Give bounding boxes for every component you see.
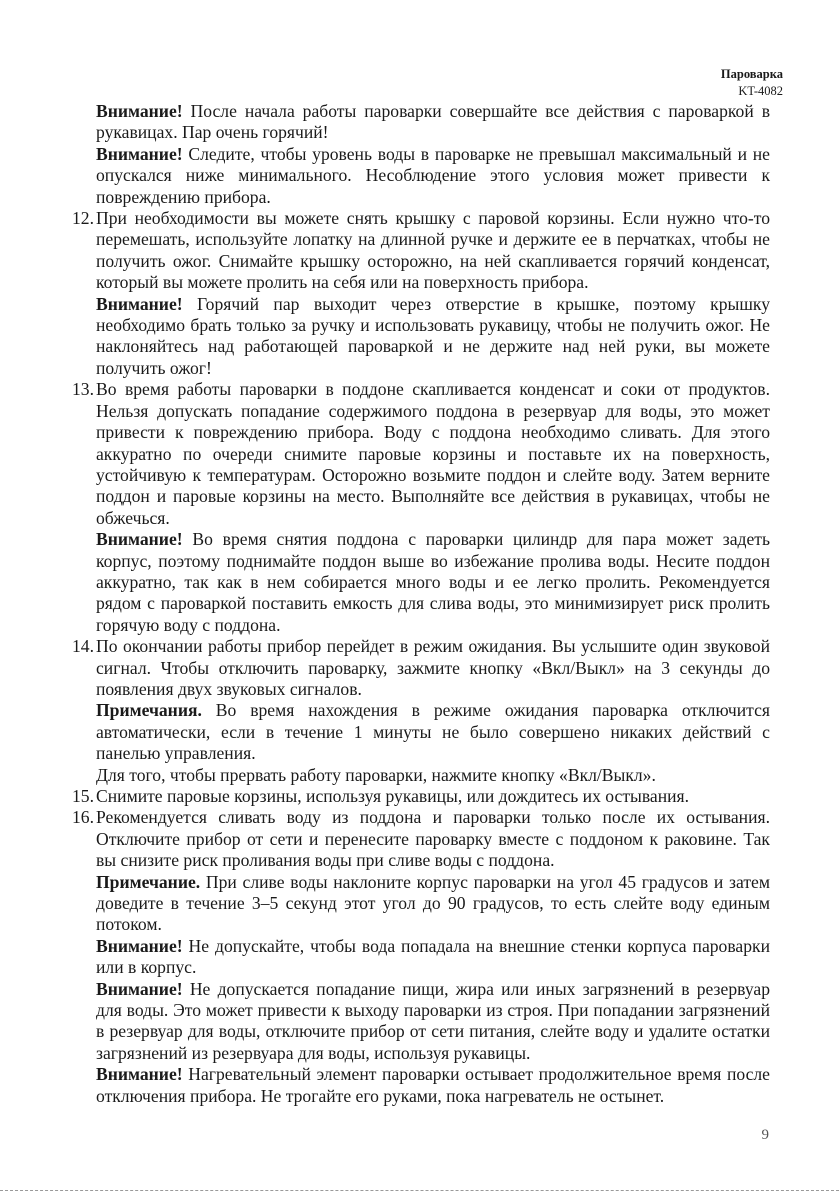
list-item [74,786,770,807]
warning-label: Внимание! [96,143,183,164]
note-paragraph [74,872,770,936]
page-number: 9 [761,1127,769,1143]
warning-label: Внимание! [96,1064,183,1085]
header-title: Пароварка [720,67,783,81]
paragraph-text: Нагревательный элемент пароварки остывает продолжительное время после отключения прибора. Не трогайте его руками, пока нагреватель не остынет. [96,1064,770,1106]
paragraph-text: При необходимости вы можете снять крышку с паровой корзины. Если нужно что-то перемешать, используйте лопатку на длинной ручке и держите ее в перчатках, чтобы не получить ожог. Снимайте крышку осторожно, на ней скапливается горячий конденсат, который вы можете пролить на себя или на поверхность прибора. [96,208,770,293]
warning-paragraph [74,529,770,636]
paragraph-text: Следите, чтобы уровень воды в пароварке не превышал максимальный и не опускался ниже минимального. Несоблюдение этого условия может привести к повреждению прибора. [96,143,770,207]
paragraph-text: Не допускайте, чтобы вода попадала на внешние стенки корпуса пароварки или в корпус. [96,935,770,978]
paragraph-text: Во время работы пароварки в поддоне скапливается конденсат и соки от продуктов. Нельзя допускать попадание содержимого поддона в резервуар для воды, это может привести к повреждению прибора. Воду с поддона необходимо сливать. Для этого аккуратно по очереди снимите паровые корзины и поставьте их на поверхность, устойчивую к температурам. Осторожно возьмите поддон и слейте воду. Затем верните поддон и паровые корзины на место. Выполняйте все действия в рукавицах, чтобы не обжечься. [96,379,770,528]
warning-label: Внимание! [96,293,183,314]
paragraph-text: Для того, чтобы прервать работу пароварки, нажмите кнопку «Вкл/Выкл». [96,764,656,785]
note-paragraph [74,700,770,764]
warning-paragraph [74,294,770,380]
warning-paragraph [74,979,770,1065]
item-number: 15. [72,786,94,806]
list-item [74,807,770,871]
warning-label: Внимание! [96,529,183,550]
header-model: KT-4082 [738,84,783,98]
paragraph-text: Во время нахождения в режиме ожидания пароварка отключится автоматически, если в течение 1 минуты не было совершено никаких действий с панелью управления. [96,700,770,764]
paragraph-text: По окончании работы прибор перейдет в режим ожидания. Вы услышите один звуковой сигнал. Чтобы отключить пароварку, зажмите кнопку «Вкл/Выкл» на 3 секунды до появления двух звуковых сигналов. [96,636,770,699]
item-number: 12. [72,208,94,229]
paragraph-text: Рекомендуется сливать воду из поддона и пароварки только после их остывания. Отключите прибор от сети и перенесите пароварку вместе с поддоном к раковине. Так вы снизите риск проливания воды при сливе воды с поддона. [96,807,770,871]
manual-text [74,101,770,1107]
plain-paragraph [74,765,770,786]
item-number: 16. [72,807,94,828]
list-item [74,208,770,294]
warning-label: Внимание! [96,935,183,956]
page-header [721,66,783,100]
note-label: Примечания. [96,700,202,721]
warning-paragraph [74,101,770,144]
item-number: 14. [72,636,94,657]
cut-line-divider [0,1190,839,1191]
note-label: Примечание. [96,871,201,892]
warning-label: Внимание! [96,101,183,121]
warning-paragraph [74,1064,770,1107]
warning-paragraph [74,936,770,979]
warning-paragraph [74,144,770,208]
paragraph-text: Во время снятия поддона с пароварки цилиндр для пара может задеть корпус, поэтому поднимайте поддон выше во избежание пролива воды. Несите поддон аккуратно, так как в нем собирается много воды и ее легко пролить. Рекомендуется рядом с пароваркой поставить емкость для слива воды, это минимизирует риск пролить горячую воду с поддона. [96,529,770,635]
paragraph-text: После начала работы пароварки совершайте все действия с пароваркой в рукавицах. Пар очень горячий! [96,101,770,143]
list-item [74,636,770,700]
paragraph-text: Горячий пар выходит через отверстие в крышке, поэтому крышку необходимо брать только за ручку и использовать рукавицу, чтобы не получить ожог. Не наклоняйтесь над работающей пароваркой и не держите над ней руки, вы можете получить ожог! [96,293,770,378]
warning-label: Внимание! [96,978,183,999]
paragraph-text: Снимите паровые корзины, используя рукавицы, или дождитесь их остывания. [96,786,690,806]
paragraph-text: При сливе воды наклоните корпус пароварки на угол 45 градусов и затем доведите в течение 3–5 секунд этот угол до 90 градусов, то есть слейте воду единым потоком. [96,871,770,935]
list-item [74,379,770,529]
item-number: 13. [72,379,94,400]
paragraph-text: Не допускается попадание пищи, жира или иных загрязнений в резервуар для воды. Это может привести к выходу пароварки из строя. При попадании загрязнений в резервуар для воды, отключите прибор от сети питания, слейте воду и удалите остатки загрязнений из резервуара для воды, используя рукавицы. [96,978,770,1063]
